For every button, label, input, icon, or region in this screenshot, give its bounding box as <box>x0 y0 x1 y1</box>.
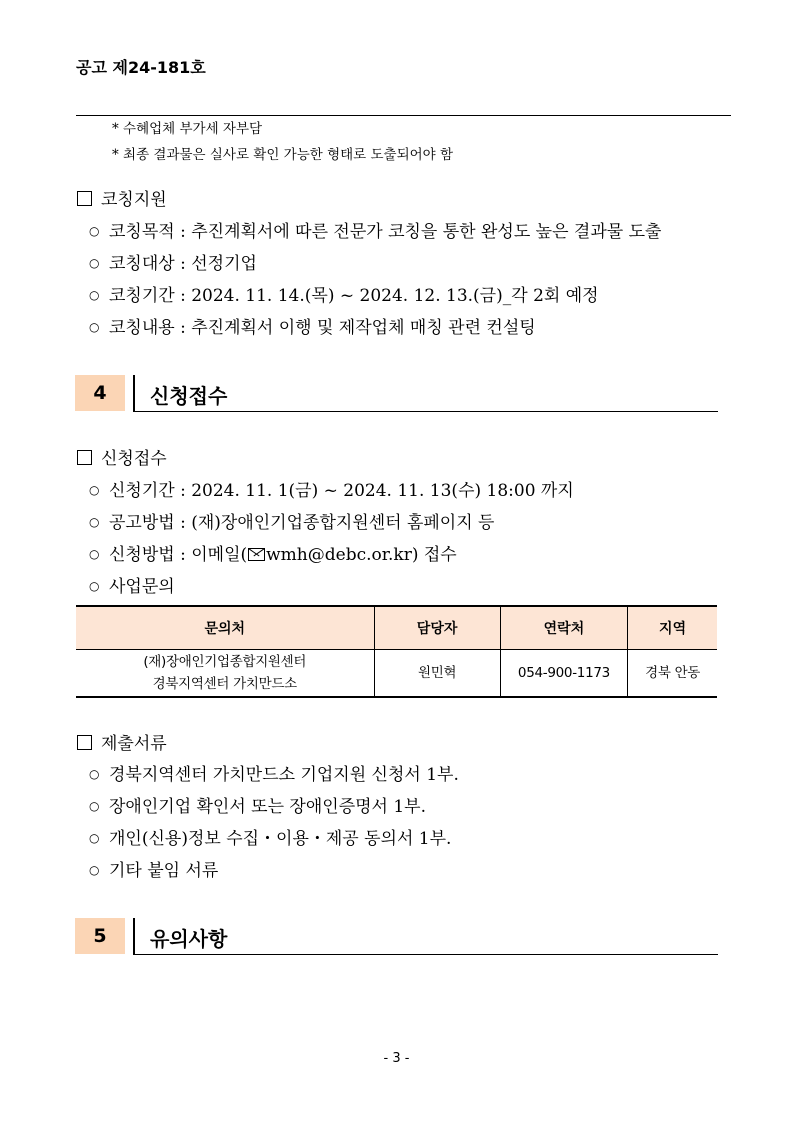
header-divider <box>76 115 731 116</box>
coaching-heading <box>77 185 167 210</box>
section-heading-rule <box>133 411 718 412</box>
circle-bullet-icon: ○ <box>89 767 100 781</box>
email-link[interactable]: wmh@debc.or.kr <box>266 545 412 565</box>
coaching-item <box>89 249 257 274</box>
circle-bullet-icon: ○ <box>89 320 100 334</box>
region-cell: 경북 안동 <box>628 650 717 698</box>
circle-bullet-icon: ○ <box>89 515 100 529</box>
circle-bullet-icon: ○ <box>89 483 100 497</box>
coaching-item-text: 코칭목적 : 추진계획서에 따른 전문가 코칭을 통한 완성도 높은 결과물 도출 <box>109 222 662 242</box>
document-item-text: 경북지역센터 가치만드소 기업지원 신청서 1부. <box>109 765 459 785</box>
person-cell: 원민혁 <box>374 650 500 698</box>
inquiry-text: 사업문의 <box>109 577 175 597</box>
table-header-row <box>76 606 717 650</box>
section-title: 유의사항 <box>150 927 228 951</box>
coaching-item <box>89 281 599 306</box>
documents-title: 제출서류 <box>101 734 167 754</box>
document-item <box>89 824 451 849</box>
contact-table <box>76 605 717 698</box>
note-vat: * 수혜업체 부가세 자부담 <box>112 121 263 137</box>
document-item-text: 기타 붙임 서류 <box>109 861 219 881</box>
header-cell: 담당자 <box>374 606 500 650</box>
method-prefix: 신청방법 : 이메일( <box>109 545 248 565</box>
application-item-text: 공고방법 : (재)장애인기업종합지원센터 홈페이지 등 <box>109 513 495 533</box>
circle-bullet-icon: ○ <box>89 863 100 877</box>
circle-bullet-icon: ○ <box>89 224 100 238</box>
application-item-text: 신청기간 : 2024. 11. 1(금) ~ 2024. 11. 13(수) 18:00 까지 <box>109 481 574 501</box>
application-method <box>89 540 457 565</box>
checkbox-square-icon <box>77 450 92 465</box>
section-number-badge: 4 <box>75 375 125 411</box>
phone-cell: 054-900-1173 <box>500 650 627 698</box>
org-line: 경북지역센터 가치만드소 <box>152 676 297 692</box>
document-item <box>89 792 426 817</box>
circle-bullet-icon: ○ <box>89 547 100 561</box>
application-item <box>89 508 494 533</box>
coaching-item-text: 코칭대상 : 선정기업 <box>109 254 257 274</box>
section-heading-rule <box>133 954 718 955</box>
org-cell <box>76 650 374 698</box>
envelope-icon <box>248 548 265 561</box>
section-number-badge: 5 <box>75 918 125 954</box>
coaching-item-text: 코칭기간 : 2024. 11. 14.(목) ~ 2024. 12. 13.(금)_각 2회 예정 <box>109 286 599 306</box>
circle-bullet-icon: ○ <box>89 579 100 593</box>
document-item-text: 장애인기업 확인서 또는 장애인증명서 1부. <box>109 797 427 817</box>
application-title: 신청접수 <box>101 449 167 469</box>
application-item <box>89 476 574 501</box>
document-item <box>89 856 218 881</box>
coaching-item <box>89 217 661 242</box>
application-heading <box>77 444 167 469</box>
table-row <box>76 650 717 698</box>
circle-bullet-icon: ○ <box>89 256 100 270</box>
note-result: * 최종 결과물은 실사로 확인 가능한 형태로 도출되어야 함 <box>112 147 454 163</box>
circle-bullet-icon: ○ <box>89 288 100 302</box>
document-number: 공고 제24-181호 <box>76 58 206 77</box>
checkbox-square-icon <box>77 735 92 750</box>
circle-bullet-icon: ○ <box>89 799 100 813</box>
header-cell: 문의처 <box>76 606 374 650</box>
coaching-item <box>89 313 536 338</box>
section-heading-bar <box>133 375 135 411</box>
header-cell: 연락처 <box>500 606 627 650</box>
coaching-item-text: 코칭내용 : 추진계획서 이행 및 제작업체 매칭 관련 컨설팅 <box>109 318 536 338</box>
section-title: 신청접수 <box>150 384 228 408</box>
page-number: - 3 - <box>383 1051 410 1066</box>
circle-bullet-icon: ○ <box>89 831 100 845</box>
org-line: (재)장애인기업종합지원센터 <box>143 654 307 670</box>
checkbox-square-icon <box>77 191 92 206</box>
document-item-text: 개인(신용)정보 수집・이용・제공 동의서 1부. <box>109 829 452 849</box>
application-inquiry <box>89 572 175 597</box>
method-suffix: ) 접수 <box>411 545 457 565</box>
header-cell: 지역 <box>628 606 717 650</box>
coaching-title: 코칭지원 <box>101 190 167 210</box>
documents-heading <box>77 729 167 754</box>
section-heading-bar <box>133 918 135 954</box>
document-item <box>89 760 459 785</box>
